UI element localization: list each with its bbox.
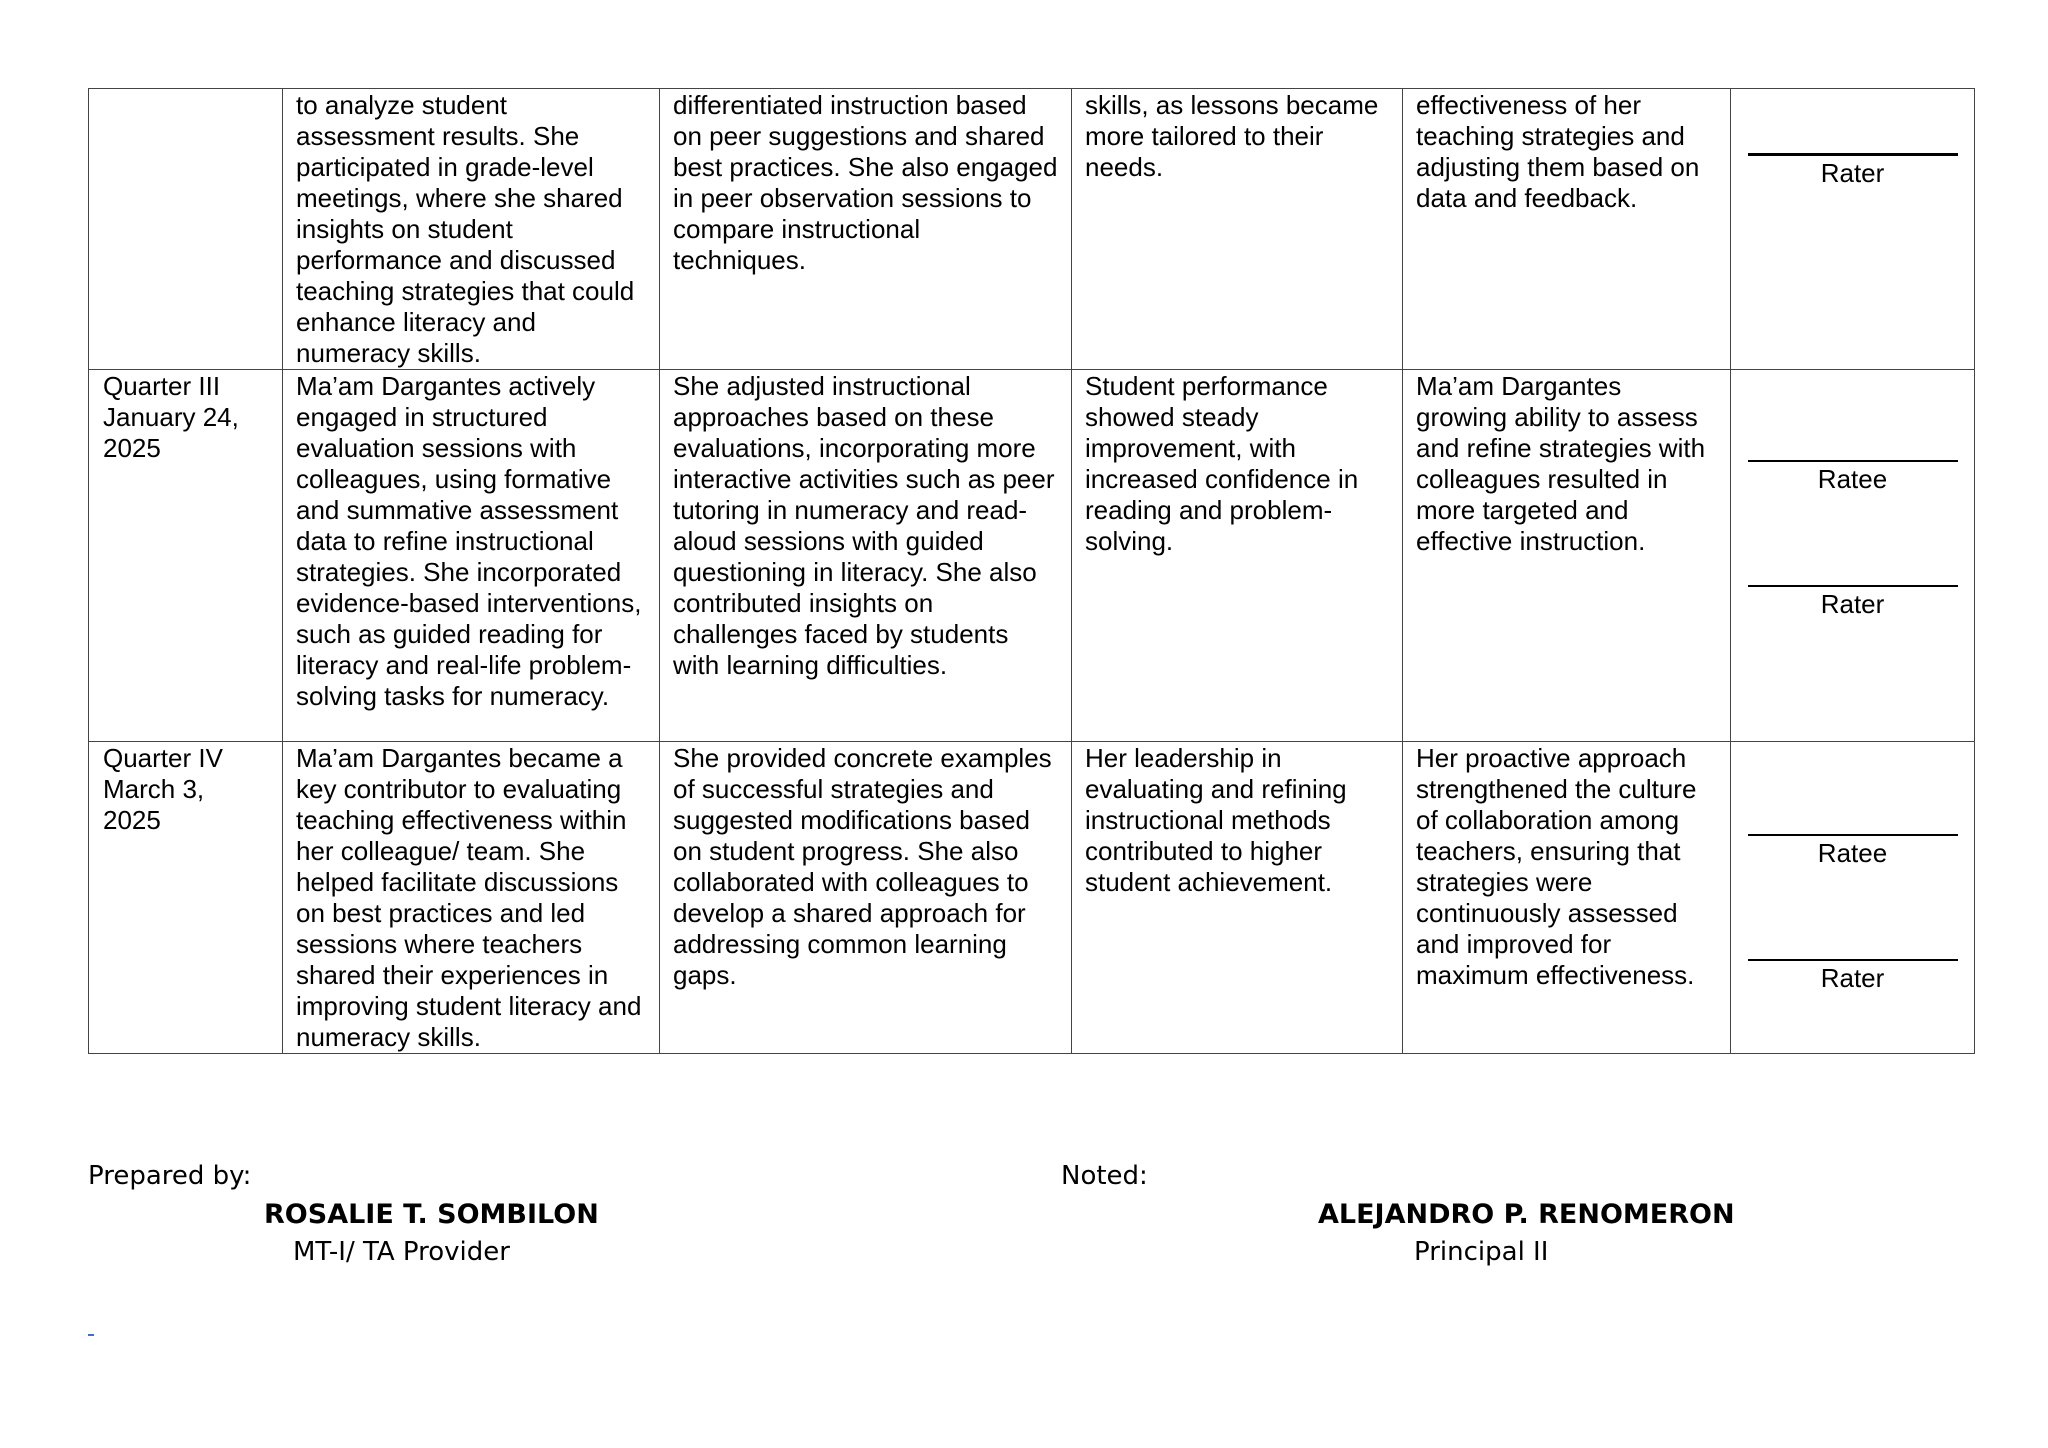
signature-cell [1731,742,1975,1054]
impact-cell: Student performance showed steady improvement, with increased confidence in reading and problem-solving. [1072,370,1403,742]
stray-mark [88,1334,94,1336]
signature-line [1748,460,1958,462]
rater-signature [1748,869,1958,994]
adjustment-cell: She provided concrete examples of successful strategies and suggested modifications based on student progress. She also collaborated with colleagues to develop a shared approach for addressing common learning gaps. [660,742,1072,1054]
ratee-signature [1748,370,1958,495]
signature-line [1748,585,1958,587]
ratee-signature [1748,742,1958,869]
table-row [89,89,1975,370]
table-row [89,370,1975,742]
noted-label: Noted: [1061,1161,1148,1191]
period-date: January 24, [103,402,239,432]
signature-line [1748,959,1958,961]
signature-label: Rater [1820,158,1885,188]
signature-label: Ratee [1817,464,1888,494]
preparer-role: MT-I/ TA Provider [293,1237,510,1267]
reflection-cell: effectiveness of her teaching strategies and adjusting them based on data and feedback. [1403,89,1731,370]
signature-line [1748,153,1958,156]
signature-label: Ratee [1817,838,1888,868]
period-label: Quarter III [103,371,221,401]
signature-cell [1731,89,1975,370]
period-year: 2025 [103,805,161,835]
reflection-table [88,88,1975,1054]
signature-label: Rater [1820,963,1885,993]
adjustment-cell: She adjusted instructional approaches based on these evaluations, incorporating more interactive activities such as peer tutoring in numeracy and read-aloud sessions with guided questioning in literacy. She also contributed insights on challenges faced by students with learning difficulties. [660,370,1072,742]
period-cell [89,742,283,1054]
period-date: March 3, [103,774,205,804]
period-cell [89,370,283,742]
signature-cell [1731,370,1975,742]
period-year: 2025 [103,433,161,463]
table-row [89,742,1975,1054]
signature-label: Rater [1820,589,1885,619]
reflection-cell: Ma’am Dargantes growing ability to assess and refine strategies with colleagues resulted in more targeted and effective instruction. [1403,370,1731,742]
period-label: Quarter IV [103,743,223,773]
activity-cell: Ma’am Dargantes became a key contributor to evaluating teaching effectiveness within her colleague/ team. She helped facilitate discussions on best practices and led sessions where teachers shared their experiences in improving student literacy and numeracy skills. [283,742,660,1054]
signature-line [1748,834,1958,836]
activity-cell: Ma’am Dargantes actively engaged in structured evaluation sessions with colleagues, using formative and summative assessment data to refine instructional strategies. She incorporated evidence-based interventions, such as guided reading for literacy and real-life problem-solving tasks for numeracy. [283,370,660,742]
noter-role: Principal II [1414,1237,1549,1267]
adjustment-cell: differentiated instruction based on peer suggestions and shared best practices. She also engaged in peer observation sessions to compare instructional techniques. [660,89,1072,370]
impact-cell: skills, as lessons became more tailored to their needs. [1072,89,1403,370]
period-cell [89,89,283,370]
rater-signature [1748,89,1958,189]
activity-cell: to analyze student assessment results. She participated in grade-level meetings, where she shared insights on student performance and discussed teaching strategies that could enhance literacy and numeracy skills. [283,89,660,370]
reflection-cell: Her proactive approach strengthened the culture of collaboration among teachers, ensuring that strategies were continuously assessed and improved for maximum effectiveness. [1403,742,1731,1054]
rater-signature [1748,495,1958,620]
noter-name: ALEJANDRO P. RENOMERON [1318,1199,1735,1230]
prepared-by-label: Prepared by: [88,1161,252,1191]
impact-cell: Her leadership in evaluating and refining instructional methods contributed to higher student achievement. [1072,742,1403,1054]
preparer-name: ROSALIE T. SOMBILON [264,1199,599,1230]
